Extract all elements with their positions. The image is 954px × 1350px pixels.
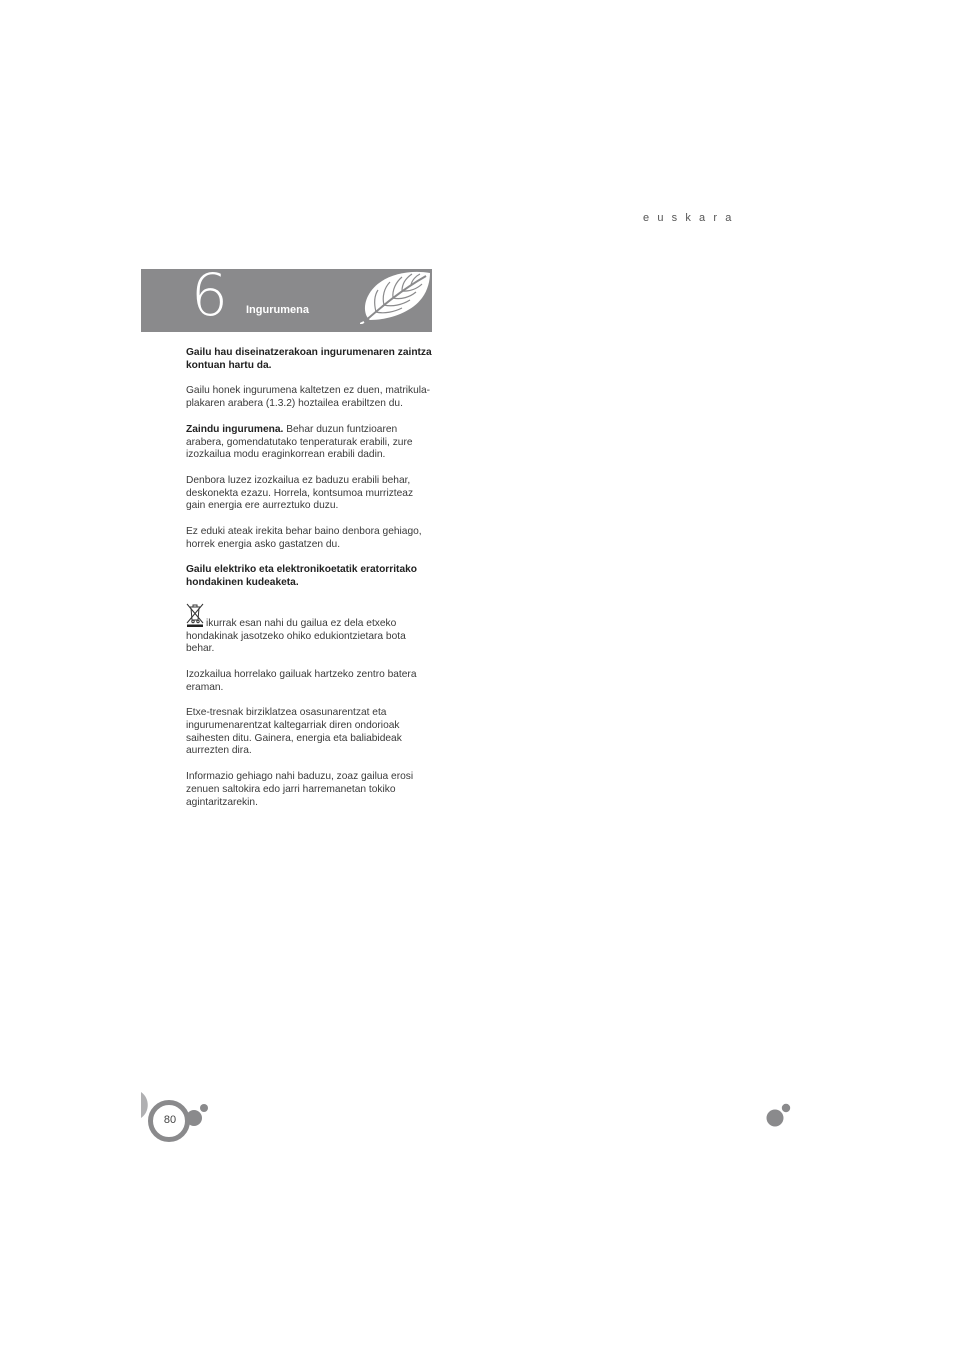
paragraph [186, 603, 434, 656]
page-number: 80 [163, 1114, 177, 1126]
section-number: 6 [191, 261, 228, 329]
paragraph-text: Behar duzun funtzioaren arabera, gomendatutako tenperaturak erabili, zure izozkailua modu eraginkorrean erabili dadin. [186, 423, 413, 461]
waste-heading: Gailu elektriko eta elektronikoetatik eratorritako hondakinen kudeaketa. [186, 564, 418, 589]
section-title: Ingurumena [246, 304, 309, 316]
section-banner [141, 261, 432, 332]
paragraph: Denbora luzez izozkailua ez baduzu erabili behar, deskonekta ezazu. Horrela, kontsumoa murrizteaz gain energia ere aurreztuko duzu. [186, 474, 414, 512]
paragraph-lead: Zaindu ingurumena. [186, 423, 284, 435]
crossed-bin-icon [186, 603, 204, 627]
language-label: euskara [643, 212, 740, 224]
paragraph [186, 424, 434, 462]
leaf-icon [360, 270, 432, 324]
paragraph-text: ikurrak esan nahi du gailua ez dela etxeko hondakinak jasotzeko ohiko edukiontzietara bota behar. [186, 617, 406, 655]
footer-dots-decoration [762, 1100, 802, 1130]
paragraph: Informazio gehiago nahi baduzu, zoaz gailua erosi zenuen saltokira edo jarri harremanetan tokiko agintaritzarekin. [186, 771, 414, 808]
paragraph: Ez eduki ateak irekita behar baino denbora gehiago, horrek energia asko gastatzen du. [186, 526, 422, 550]
paragraph: Gailu honek ingurumena kaltetzen ez duen, matrikula-plakaren arabera (1.3.2) hoztailea erabiltzen du. [186, 385, 431, 410]
intro-heading: Gailu hau diseinatzerakoan ingurumenaren zaintza kontuan hartu da. [186, 347, 432, 371]
main-content [186, 347, 434, 822]
paragraph: Etxe-tresnak birziklatzea osasunarentzat eta ingurumenarentzat kaltegarriak diren ondorioak saihesten ditu. Gainera, energia eta baliabideak aurrezten dira. [186, 707, 402, 757]
paragraph: Izozkailua horrelako gailuak hartzeko zentro batera eraman. [186, 668, 417, 693]
